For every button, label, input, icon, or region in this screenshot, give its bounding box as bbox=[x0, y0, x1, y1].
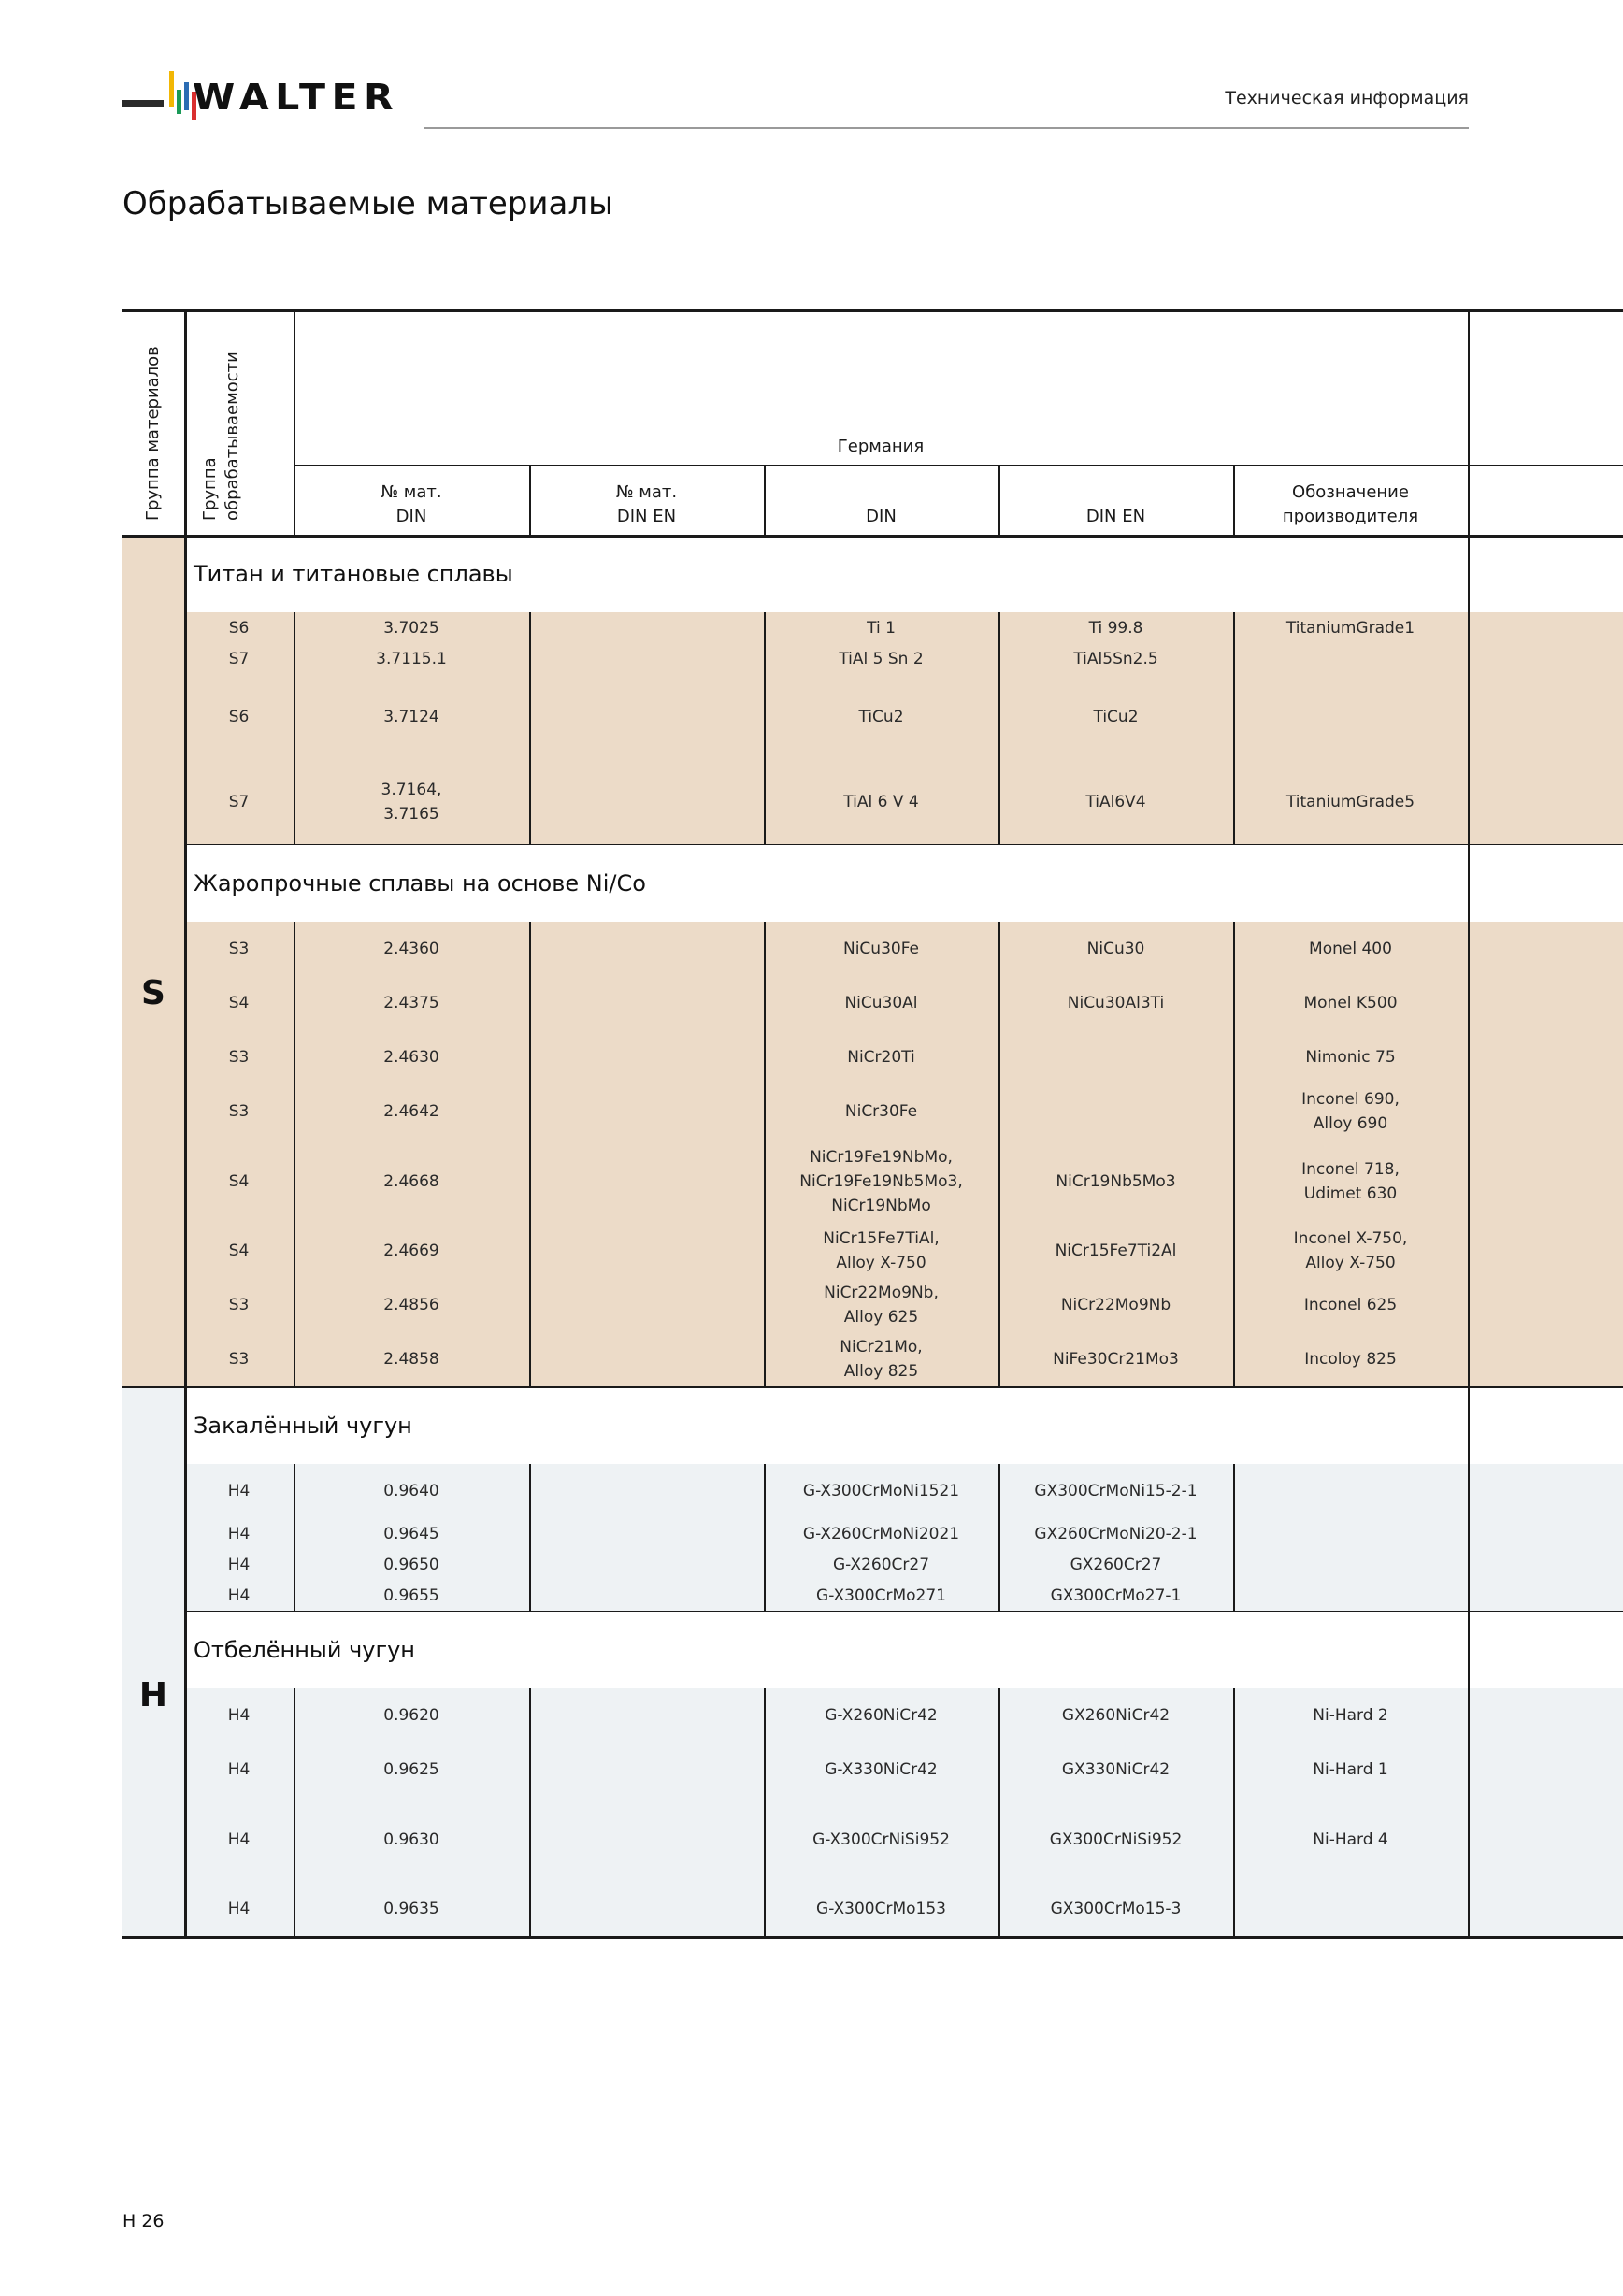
column-rule bbox=[1233, 1224, 1235, 1278]
column-rule bbox=[529, 1030, 531, 1084]
table-cell: GX300CrMoNi15-2-1 bbox=[1034, 1482, 1198, 1500]
table-cell: 0.9640 bbox=[383, 1482, 439, 1500]
table-cell: Ti 1 bbox=[867, 618, 896, 638]
table-cell: H4 bbox=[227, 1482, 251, 1500]
table-cell: G-X260NiCr42 bbox=[825, 1706, 938, 1725]
walter-logo bbox=[122, 60, 400, 133]
column-rule bbox=[529, 1278, 531, 1332]
table-cell bbox=[529, 1224, 764, 1278]
column-rule bbox=[1233, 1580, 1235, 1611]
column-rule bbox=[529, 1688, 531, 1743]
table-cell: S6 bbox=[228, 618, 250, 638]
table-cell bbox=[529, 1518, 764, 1549]
column-rule bbox=[1233, 1139, 1235, 1224]
table-cell bbox=[529, 976, 764, 1030]
column-rule bbox=[1468, 1580, 1470, 1611]
column-rule bbox=[1233, 643, 1235, 674]
column-rule bbox=[184, 1464, 187, 1518]
column-rule bbox=[1468, 309, 1470, 535]
column-rule bbox=[998, 1278, 1000, 1332]
table-cell: G-X300CrMo271 bbox=[816, 1586, 946, 1605]
column-rule bbox=[1468, 1688, 1470, 1743]
table-cell: TiAl6V4 bbox=[1085, 792, 1146, 811]
column-rule bbox=[998, 976, 1000, 1030]
table-cell: S4 bbox=[228, 1171, 250, 1191]
table-cell: NiCr30Fe bbox=[844, 1102, 918, 1121]
column-rule bbox=[529, 759, 531, 844]
column-rule bbox=[184, 1030, 187, 1084]
column-rule bbox=[184, 1611, 187, 1688]
table-cell bbox=[529, 1743, 764, 1797]
table-cell: 3.7164, 3.7165 bbox=[381, 780, 442, 824]
column-rule bbox=[294, 1549, 295, 1580]
column-rule bbox=[1233, 674, 1235, 759]
column-rule bbox=[294, 1139, 295, 1224]
table-cell: GX300CrNiSi952 bbox=[1049, 1830, 1183, 1849]
column-rule bbox=[529, 1464, 531, 1518]
column-rule bbox=[184, 1580, 187, 1611]
logo-bar-green bbox=[177, 90, 181, 114]
table-cell: TitaniumGrade5 bbox=[1285, 792, 1415, 811]
column-rule bbox=[998, 1139, 1000, 1224]
column-rule bbox=[998, 1688, 1000, 1743]
header-country: Германия bbox=[837, 437, 925, 456]
column-rule bbox=[998, 1224, 1000, 1278]
table-cell: Monel 400 bbox=[1309, 940, 1392, 958]
table-cell: 0.9620 bbox=[383, 1706, 439, 1725]
table-cell bbox=[529, 612, 764, 643]
column-rule bbox=[294, 1688, 295, 1743]
table-cell: Incoloy 825 bbox=[1304, 1350, 1397, 1369]
table-cell: 2.4668 bbox=[383, 1171, 439, 1191]
column-rule bbox=[294, 1464, 295, 1518]
column-rule bbox=[184, 1139, 187, 1224]
column-rule bbox=[294, 1743, 295, 1797]
group-fill bbox=[122, 535, 184, 1386]
table-cell: Nimonic 75 bbox=[1305, 1048, 1396, 1067]
column-header: DIN bbox=[866, 507, 897, 526]
logo-wordmark: WALTER bbox=[193, 77, 400, 118]
column-rule bbox=[294, 1030, 295, 1084]
table-cell: NiCr19Fe19NbMo, NiCr19Fe19Nb5Mo3, NiCr19NbMo bbox=[799, 1147, 963, 1215]
group-fill bbox=[122, 1386, 184, 1936]
column-rule bbox=[764, 1030, 766, 1084]
table-cell bbox=[529, 1139, 764, 1224]
table-cell bbox=[529, 1688, 764, 1743]
column-rule bbox=[1468, 1224, 1470, 1278]
column-rule bbox=[184, 1797, 187, 1882]
table-cell bbox=[1233, 1580, 1468, 1611]
column-rule bbox=[1468, 1139, 1470, 1224]
column-rule bbox=[184, 922, 187, 976]
table-cell: NiCr19Nb5Mo3 bbox=[1056, 1171, 1176, 1191]
column-rule bbox=[1468, 1518, 1470, 1549]
table-cell bbox=[1233, 674, 1468, 759]
column-rule bbox=[1233, 1332, 1235, 1386]
column-rule bbox=[184, 1882, 187, 1936]
column-rule bbox=[294, 1084, 295, 1139]
table-cell: 3.7115.1 bbox=[376, 649, 447, 668]
table-cell: GX330NiCr42 bbox=[1061, 1760, 1171, 1779]
column-rule bbox=[184, 309, 187, 535]
column-rule bbox=[294, 1278, 295, 1332]
column-rule bbox=[1468, 922, 1470, 976]
column-rule bbox=[998, 1882, 1000, 1936]
logo-bar-dark bbox=[122, 100, 164, 107]
table-cell: TiAl5Sn2.5 bbox=[1073, 649, 1158, 668]
column-rule bbox=[764, 674, 766, 759]
table-cell bbox=[1233, 1549, 1468, 1580]
column-rule bbox=[529, 1518, 531, 1549]
table-cell bbox=[529, 1084, 764, 1139]
column-rule bbox=[1233, 1743, 1235, 1797]
table-cell: 2.4858 bbox=[383, 1350, 439, 1369]
column-rule bbox=[764, 1464, 766, 1518]
column-rule bbox=[184, 1688, 187, 1743]
table-cell: 2.4669 bbox=[383, 1241, 439, 1260]
table-cell: 2.4360 bbox=[383, 940, 439, 958]
table-cell: Ni-Hard 2 bbox=[1313, 1706, 1388, 1725]
table-cell: GX260Cr27 bbox=[1070, 1555, 1162, 1574]
table-cell: S3 bbox=[228, 1048, 250, 1067]
column-rule bbox=[529, 1743, 531, 1797]
column-rule bbox=[1233, 1084, 1235, 1139]
table-cell: GX300CrMo27-1 bbox=[1050, 1586, 1182, 1605]
table-cell: TiCu2 bbox=[1093, 707, 1139, 726]
table-cell: 0.9630 bbox=[383, 1830, 439, 1849]
header-rule bbox=[424, 127, 1469, 129]
column-rule bbox=[1468, 1332, 1470, 1386]
table-cell: H4 bbox=[227, 1586, 251, 1605]
column-rule bbox=[998, 922, 1000, 976]
table-cell bbox=[529, 643, 764, 674]
column-rule bbox=[1468, 759, 1470, 844]
table-cell bbox=[1233, 1464, 1468, 1518]
group-letter: H bbox=[138, 1676, 168, 1715]
table-cell: H4 bbox=[227, 1760, 251, 1779]
column-rule bbox=[1233, 1278, 1235, 1332]
table-cell: Inconel X-750, Alloy X-750 bbox=[1293, 1229, 1408, 1272]
table-cell bbox=[998, 1030, 1233, 1084]
column-rule bbox=[184, 1084, 187, 1139]
column-rule bbox=[294, 1882, 295, 1936]
column-rule bbox=[764, 1084, 766, 1139]
header-material-group: Группа материалов bbox=[143, 346, 163, 521]
table-rule bbox=[122, 309, 1623, 312]
column-rule bbox=[529, 922, 531, 976]
table-cell: Ti 99.8 bbox=[1088, 618, 1143, 638]
group-letter: S bbox=[141, 974, 165, 1012]
table-cell: Ni-Hard 4 bbox=[1313, 1830, 1388, 1849]
table-cell: Inconel 718, Udimet 630 bbox=[1301, 1159, 1400, 1203]
table-cell: Inconel 690, Alloy 690 bbox=[1301, 1090, 1400, 1133]
column-rule bbox=[1468, 1278, 1470, 1332]
column-rule bbox=[1468, 1743, 1470, 1797]
table-cell: G-X260Cr27 bbox=[832, 1555, 930, 1574]
column-rule bbox=[1233, 1549, 1235, 1580]
column-rule bbox=[998, 1743, 1000, 1797]
column-header: DIN EN bbox=[1085, 507, 1146, 526]
column-rule bbox=[1233, 612, 1235, 643]
column-rule bbox=[1468, 1464, 1470, 1518]
section-title: Жаропрочные сплавы на основе Ni/Co bbox=[194, 869, 646, 897]
column-rule bbox=[1468, 1611, 1470, 1688]
column-rule bbox=[529, 643, 531, 674]
column-rule bbox=[294, 1797, 295, 1882]
table-cell: 0.9645 bbox=[383, 1524, 439, 1543]
column-rule bbox=[998, 1464, 1000, 1518]
table-cell bbox=[529, 1464, 764, 1518]
table-cell: NiCu30Fe bbox=[842, 940, 920, 958]
column-rule bbox=[529, 976, 531, 1030]
column-rule bbox=[1233, 976, 1235, 1030]
column-rule bbox=[998, 1084, 1000, 1139]
table-cell: NiCr22Mo9Nb bbox=[1060, 1296, 1171, 1314]
table-cell bbox=[998, 1084, 1233, 1139]
table-cell bbox=[529, 1549, 764, 1580]
column-rule bbox=[184, 674, 187, 759]
column-rule bbox=[529, 1797, 531, 1882]
table-cell: S7 bbox=[228, 792, 250, 811]
column-rule bbox=[184, 1518, 187, 1549]
column-rule bbox=[1468, 1882, 1470, 1936]
table-cell: Ni-Hard 1 bbox=[1313, 1760, 1388, 1779]
table-cell bbox=[529, 1030, 764, 1084]
table-cell: TiCu2 bbox=[858, 707, 904, 726]
table-cell: NiCr21Mo, Alloy 825 bbox=[840, 1338, 923, 1381]
header-machinability-group: Группа обрабатываемости bbox=[200, 352, 242, 521]
column-rule bbox=[764, 1332, 766, 1386]
column-rule bbox=[1233, 922, 1235, 976]
column-rule bbox=[764, 1688, 766, 1743]
table-cell: S3 bbox=[228, 1102, 250, 1121]
table-cell: H4 bbox=[227, 1830, 251, 1849]
column-rule bbox=[294, 643, 295, 674]
column-header: № мат. DIN EN bbox=[615, 482, 678, 526]
column-rule bbox=[1468, 612, 1470, 643]
column-rule bbox=[529, 1549, 531, 1580]
table-cell bbox=[529, 1332, 764, 1386]
column-rule bbox=[1233, 1518, 1235, 1549]
column-rule bbox=[529, 1882, 531, 1936]
column-rule bbox=[998, 674, 1000, 759]
column-rule bbox=[529, 1580, 531, 1611]
page-title: Обрабатываемые материалы bbox=[122, 185, 613, 222]
table-cell: G-X300CrMoNi1521 bbox=[802, 1482, 960, 1500]
column-rule bbox=[529, 1139, 531, 1224]
table-cell: G-X330NiCr42 bbox=[825, 1760, 938, 1779]
column-rule bbox=[764, 759, 766, 844]
column-rule bbox=[764, 612, 766, 643]
column-rule bbox=[764, 1549, 766, 1580]
table-cell: G-X300CrNiSi952 bbox=[812, 1830, 950, 1849]
column-rule bbox=[998, 1797, 1000, 1882]
column-rule bbox=[1468, 1549, 1470, 1580]
column-header: № мат. DIN bbox=[381, 482, 442, 526]
column-rule bbox=[1468, 976, 1470, 1030]
column-rule bbox=[294, 976, 295, 1030]
table-cell: S4 bbox=[228, 1241, 250, 1260]
table-cell bbox=[529, 1278, 764, 1332]
table-cell: NiCr15Fe7Ti2Al bbox=[1055, 1241, 1177, 1260]
column-rule bbox=[1233, 1030, 1235, 1084]
column-rule bbox=[998, 759, 1000, 844]
table-cell: S3 bbox=[228, 1296, 250, 1314]
column-rule bbox=[184, 535, 187, 612]
table-cell: G-X260CrMoNi2021 bbox=[802, 1524, 960, 1543]
column-rule bbox=[294, 922, 295, 976]
logo-bar-yellow bbox=[169, 71, 174, 107]
table-cell: 3.7025 bbox=[383, 618, 439, 638]
table-cell: Inconel 625 bbox=[1303, 1296, 1398, 1314]
table-cell: S4 bbox=[228, 994, 250, 1012]
table-cell: H4 bbox=[227, 1524, 251, 1543]
table-cell: 3.7124 bbox=[383, 707, 439, 726]
column-rule bbox=[1468, 844, 1470, 922]
table-cell: S6 bbox=[228, 707, 250, 726]
section-title: Закалённый чугун bbox=[194, 1412, 412, 1439]
table-cell: GX300CrMo15-3 bbox=[1050, 1900, 1182, 1918]
table-cell: S7 bbox=[228, 649, 250, 668]
column-rule bbox=[1233, 759, 1235, 844]
section-title: Титан и титановые сплавы bbox=[194, 560, 513, 587]
column-rule bbox=[1233, 1464, 1235, 1518]
table-cell: Monel K500 bbox=[1303, 994, 1398, 1012]
column-rule bbox=[184, 1278, 187, 1332]
table-cell: NiCr20Ti bbox=[847, 1048, 915, 1067]
table-cell: 2.4375 bbox=[383, 994, 439, 1012]
table-cell bbox=[1233, 643, 1468, 674]
column-rule bbox=[1233, 1797, 1235, 1882]
table-cell: S3 bbox=[228, 940, 250, 958]
column-rule bbox=[764, 1580, 766, 1611]
column-rule bbox=[1468, 1386, 1470, 1464]
table-cell: 0.9655 bbox=[383, 1586, 439, 1605]
page-number: H 26 bbox=[122, 2211, 165, 2231]
column-rule bbox=[1468, 1030, 1470, 1084]
column-rule bbox=[294, 1518, 295, 1549]
table-cell: 2.4642 bbox=[383, 1102, 439, 1121]
column-rule bbox=[184, 976, 187, 1030]
table-cell: NiCu30Al bbox=[844, 994, 918, 1012]
column-rule bbox=[764, 643, 766, 674]
column-rule bbox=[184, 844, 187, 922]
column-rule bbox=[294, 1224, 295, 1278]
section-label: Техническая информация bbox=[1225, 88, 1469, 108]
table-cell: NiCu30Al3Ti bbox=[1067, 994, 1165, 1012]
table-cell: G-X300CrMo153 bbox=[816, 1900, 946, 1918]
column-rule bbox=[764, 1278, 766, 1332]
column-header: Обозначение производителя bbox=[1282, 482, 1419, 526]
column-rule bbox=[998, 643, 1000, 674]
column-rule bbox=[529, 674, 531, 759]
table-cell: TitaniumGrade1 bbox=[1285, 618, 1415, 638]
column-rule bbox=[294, 1332, 295, 1386]
column-rule bbox=[294, 1580, 295, 1611]
table-cell: NiCr22Mo9Nb, Alloy 625 bbox=[824, 1284, 939, 1327]
table-cell: 0.9625 bbox=[383, 1760, 439, 1779]
table-cell: NiFe30Cr21Mo3 bbox=[1053, 1350, 1179, 1369]
table-cell bbox=[529, 1580, 764, 1611]
column-rule bbox=[998, 1580, 1000, 1611]
column-rule bbox=[764, 1518, 766, 1549]
column-rule bbox=[184, 759, 187, 844]
column-rule bbox=[764, 1882, 766, 1936]
column-rule bbox=[1468, 1084, 1470, 1139]
column-rule bbox=[764, 922, 766, 976]
table-cell: 0.9650 bbox=[383, 1555, 439, 1574]
table-cell: TiAl 6 V 4 bbox=[843, 792, 919, 811]
column-rule bbox=[184, 1386, 187, 1464]
column-rule bbox=[184, 1332, 187, 1386]
column-rule bbox=[184, 612, 187, 643]
column-rule bbox=[998, 1030, 1000, 1084]
column-rule bbox=[998, 612, 1000, 643]
table-cell: TiAl 5 Sn 2 bbox=[839, 649, 924, 668]
column-rule bbox=[998, 1549, 1000, 1580]
table-cell: 0.9635 bbox=[383, 1900, 439, 1918]
column-rule bbox=[764, 976, 766, 1030]
column-rule bbox=[1468, 1797, 1470, 1882]
table-cell: H4 bbox=[227, 1555, 251, 1574]
column-rule bbox=[529, 1224, 531, 1278]
table-cell: GX260CrMoNi20-2-1 bbox=[1034, 1524, 1198, 1543]
table-cell bbox=[529, 1797, 764, 1882]
table-cell: NiCr15Fe7TiAl, Alloy X-750 bbox=[823, 1229, 940, 1272]
column-rule bbox=[1468, 643, 1470, 674]
column-rule bbox=[184, 1549, 187, 1580]
logo-bar-blue bbox=[184, 82, 189, 110]
table-rule bbox=[122, 1936, 1623, 1939]
column-rule bbox=[764, 1139, 766, 1224]
column-rule bbox=[294, 612, 295, 643]
column-rule bbox=[184, 1743, 187, 1797]
column-rule bbox=[1233, 1882, 1235, 1936]
table-cell bbox=[529, 922, 764, 976]
column-rule bbox=[764, 1224, 766, 1278]
column-rule bbox=[184, 643, 187, 674]
table-cell bbox=[1233, 1882, 1468, 1936]
column-rule bbox=[764, 1743, 766, 1797]
table-cell: NiCu30 bbox=[1086, 940, 1145, 958]
table-cell: GX260NiCr42 bbox=[1061, 1706, 1171, 1725]
column-rule bbox=[184, 1224, 187, 1278]
section-title: Отбелённый чугун bbox=[194, 1636, 415, 1663]
column-rule bbox=[1468, 674, 1470, 759]
column-rule bbox=[1233, 1688, 1235, 1743]
column-rule bbox=[529, 1084, 531, 1139]
table-cell: H4 bbox=[227, 1706, 251, 1725]
table-cell bbox=[529, 759, 764, 844]
table-cell: S3 bbox=[228, 1350, 250, 1369]
column-rule bbox=[764, 1797, 766, 1882]
column-rule bbox=[1468, 535, 1470, 612]
column-rule bbox=[294, 674, 295, 759]
table-cell: 2.4630 bbox=[383, 1048, 439, 1067]
column-rule bbox=[529, 1332, 531, 1386]
column-rule bbox=[294, 759, 295, 844]
table-cell bbox=[529, 674, 764, 759]
table-cell: 2.4856 bbox=[383, 1296, 439, 1314]
column-rule bbox=[529, 612, 531, 643]
column-rule bbox=[998, 1332, 1000, 1386]
table-cell bbox=[529, 1882, 764, 1936]
column-rule bbox=[998, 1518, 1000, 1549]
table-cell bbox=[1233, 1518, 1468, 1549]
table-cell: H4 bbox=[227, 1900, 251, 1918]
